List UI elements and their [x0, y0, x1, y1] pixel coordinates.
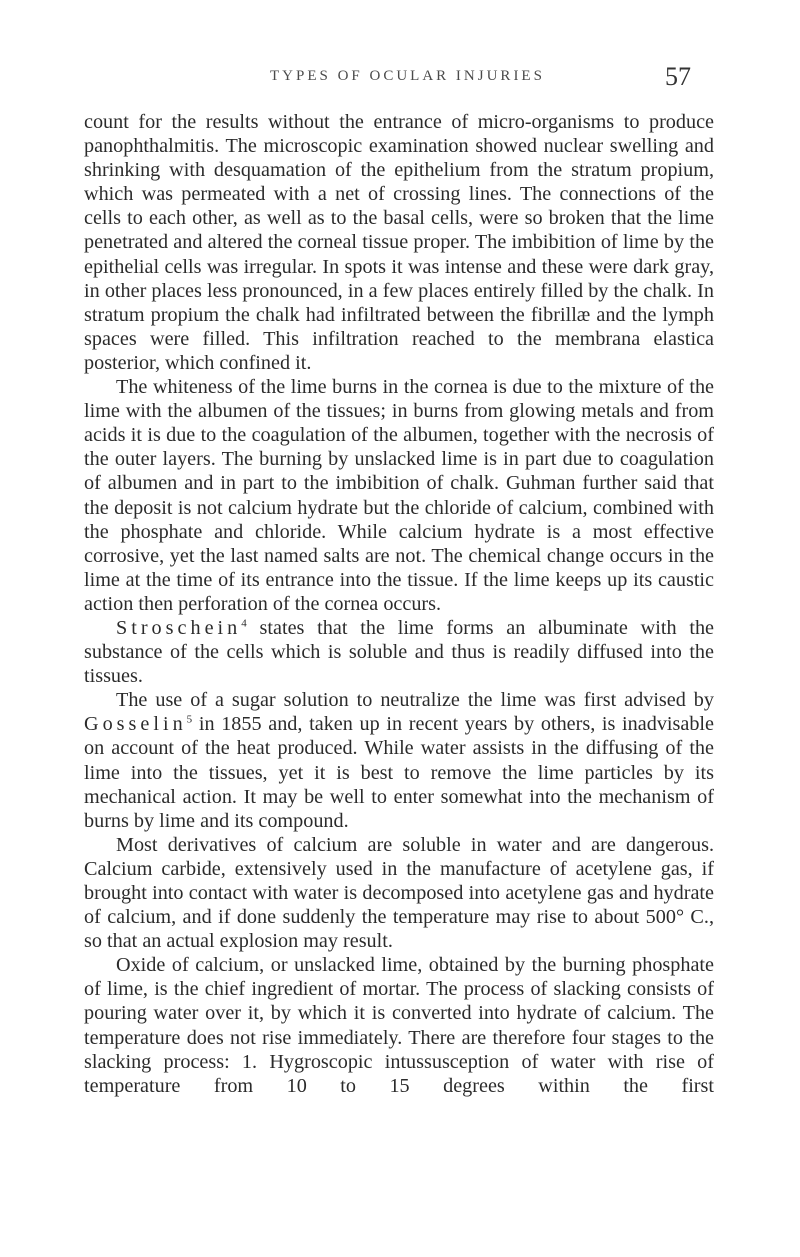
paragraph-text: states that the lime forms an albuminate with the substance of the cells which is soluble and thus is readily diffused into the tissues.	[84, 616, 714, 688]
page-number: 57	[665, 62, 691, 91]
paragraph-6: Oxide of calcium, or unslacked lime, obtained by the burning phosphate of lime, is the chief ingredient of mortar. The process of slacking consists of pouring water over it, by which it is converted into hydrate of calcium. The temperature does not rise immediately. There are therefore four stages to the slacking process: 1. Hygroscopic intussusception of water with rise of temperature from 10 to 15 degrees within the first	[84, 954, 714, 1097]
paragraph-text: The use of a sugar solution to neutralize the lime was first advised by	[116, 689, 714, 712]
author-name: Stroschein	[116, 616, 242, 639]
paragraph-text: in 1855 and, taken up in recent years by others, is inadvisable on account of the heat produced. While water assists in the diffusing of the lime into the tissues, yet it is best to remove the lime particles by its mechanical action. It may be well to enter somewhat into the mechanism of burns by lime and its compound.	[84, 713, 714, 832]
footnote-ref: 5	[186, 713, 193, 726]
paragraph-3	[84, 616, 714, 688]
paragraph-2: The whiteness of the lime burns in the cornea is due to the mixture of the lime with the albumen of the tissues; in burns from glowing metals and from acids it is due to the coagulation of the albumen, together with the necrosis of the outer layers. The burning by unslacked lime is in part due to coagulation of albumen and in part to the imbibition of chalk. Guhman further said that the deposit is not calcium hydrate but the chloride of calcium, combined with the phosphate and chloride. While calcium hydrate is a most effective corrosive, yet the last named salts are not. The chemical change occurs in the lime at the time of its entrance into the tissue. If the lime keeps up its caustic action then perforation of the cornea occurs.	[84, 376, 714, 615]
running-title: TYPES OF OCULAR INJURIES	[270, 68, 545, 84]
paragraph-4	[84, 688, 714, 833]
author-name: Gosselin	[84, 713, 187, 736]
body-text	[84, 110, 714, 1098]
footnote-ref: 4	[241, 617, 247, 630]
running-head	[0, 60, 800, 100]
paragraph-1: count for the results without the entrance of micro-organisms to produce panophthalmitis. The microscopic examination showed nuclear swelling and shrinking with desquamation of the epithelium from the stratum propium, which was permeated with a net of crossing lines. The connections of the cells to each other, as well as to the basal cells, were so broken that the lime penetrated and altered the corneal tissue proper. The imbibition of lime by the epithelial cells was irregular. In spots it was intense and these were dark gray, in other places less pronounced, in a few places entirely filled by the chalk. In stratum propium the chalk had infiltrated between the fibrillæ and the lymph spaces were filled. This infiltration reached to the membrana elastica posterior, which confined it.	[84, 111, 714, 374]
paragraph-5: Most derivatives of calcium are soluble in water and are dangerous. Calcium carbide, extensively used in the manufacture of acetylene gas, if brought into contact with water is decomposed into acetylene gas and hydrate of calcium, and if done suddenly the temperature may rise to about 500° C., so that an actual explosion may result.	[84, 833, 714, 953]
